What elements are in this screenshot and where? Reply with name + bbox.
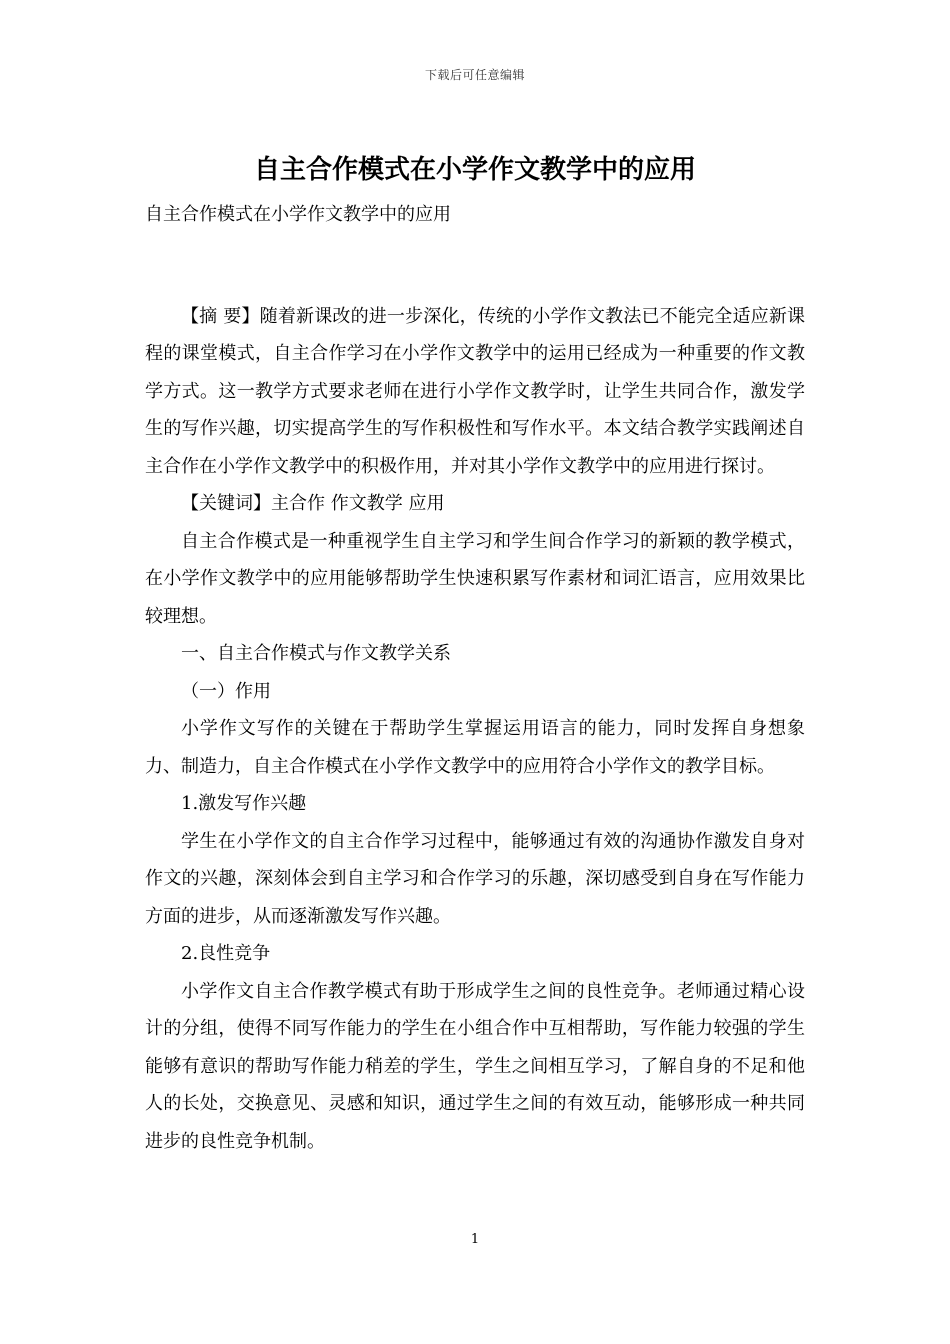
keywords-paragraph: 【关键词】主合作 作文教学 应用 xyxy=(181,493,445,514)
point-heading: 2.良性竞争 xyxy=(181,943,271,964)
intro-paragraph: 自主合作模式是一种重视学生自主学习和学生间合作学习的新颖的教学模式，在小学作文教学中的应用能够帮助学生快速积累写作素材和词汇语言，应用效果比较理想。 xyxy=(145,530,805,627)
point-heading: 1.激发写作兴趣 xyxy=(181,793,307,814)
page-number: 1 xyxy=(470,1232,480,1247)
point-paragraph: 学生在小学作文的自主合作学习过程中，能够通过有效的沟通协作激发自身对作文的兴趣，深刻体会到自主学习和合作学习的乐趣，深切感受到自身在写作能力方面的进步，从而逐渐激发写作兴趣。 xyxy=(145,830,805,927)
subsection-paragraph: 小学作文写作的关键在于帮助学生掌握运用语言的能力，同时发挥自身想象力、制造力，自主合作模式在小学作文教学中的应用符合小学作文的教学目标。 xyxy=(145,718,805,777)
subsection-heading: （一）作用 xyxy=(181,680,271,702)
point-paragraph: 小学作文自主合作教学模式有助于形成学生之间的良性竞争。老师通过精心设计的分组，使得不同写作能力的学生在小组合作中互相帮助，写作能力较强的学生能够有意识的帮助写作能力稍差的学生，学生之间相互学习，了解自身的不足和他人的长处，交换意见、灵感和知识，通过学生之间的有效互动，能够形成一种共同进步的良性竞争机制。 xyxy=(145,980,805,1152)
document-subtitle: 自主合作模式在小学作文教学中的应用 xyxy=(145,204,451,225)
section-heading: 一、自主合作模式与作文教学关系 xyxy=(181,643,451,664)
header-note: 下载后可任意编辑 xyxy=(424,68,525,82)
abstract-paragraph: 【摘 要】随着新课改的进一步深化，传统的小学作文教法已不能完全适应新课程的课堂模式，自主合作学习在小学作文教学中的运用已经成为一种重要的作文教学方式。这一教学方式要求老师在进行小学作文教学时，让学生共同合作，激发学生的写作兴趣，切实提高学生的写作积极性和写作水平。本文结合教学实践阐述自主合作在小学作文教学中的积极作用，并对其小学作文教学中的应用进行探讨。 xyxy=(145,305,805,477)
document-title: 自主合作模式在小学作文教学中的应用 xyxy=(253,155,696,185)
document-body xyxy=(145,196,805,1160)
